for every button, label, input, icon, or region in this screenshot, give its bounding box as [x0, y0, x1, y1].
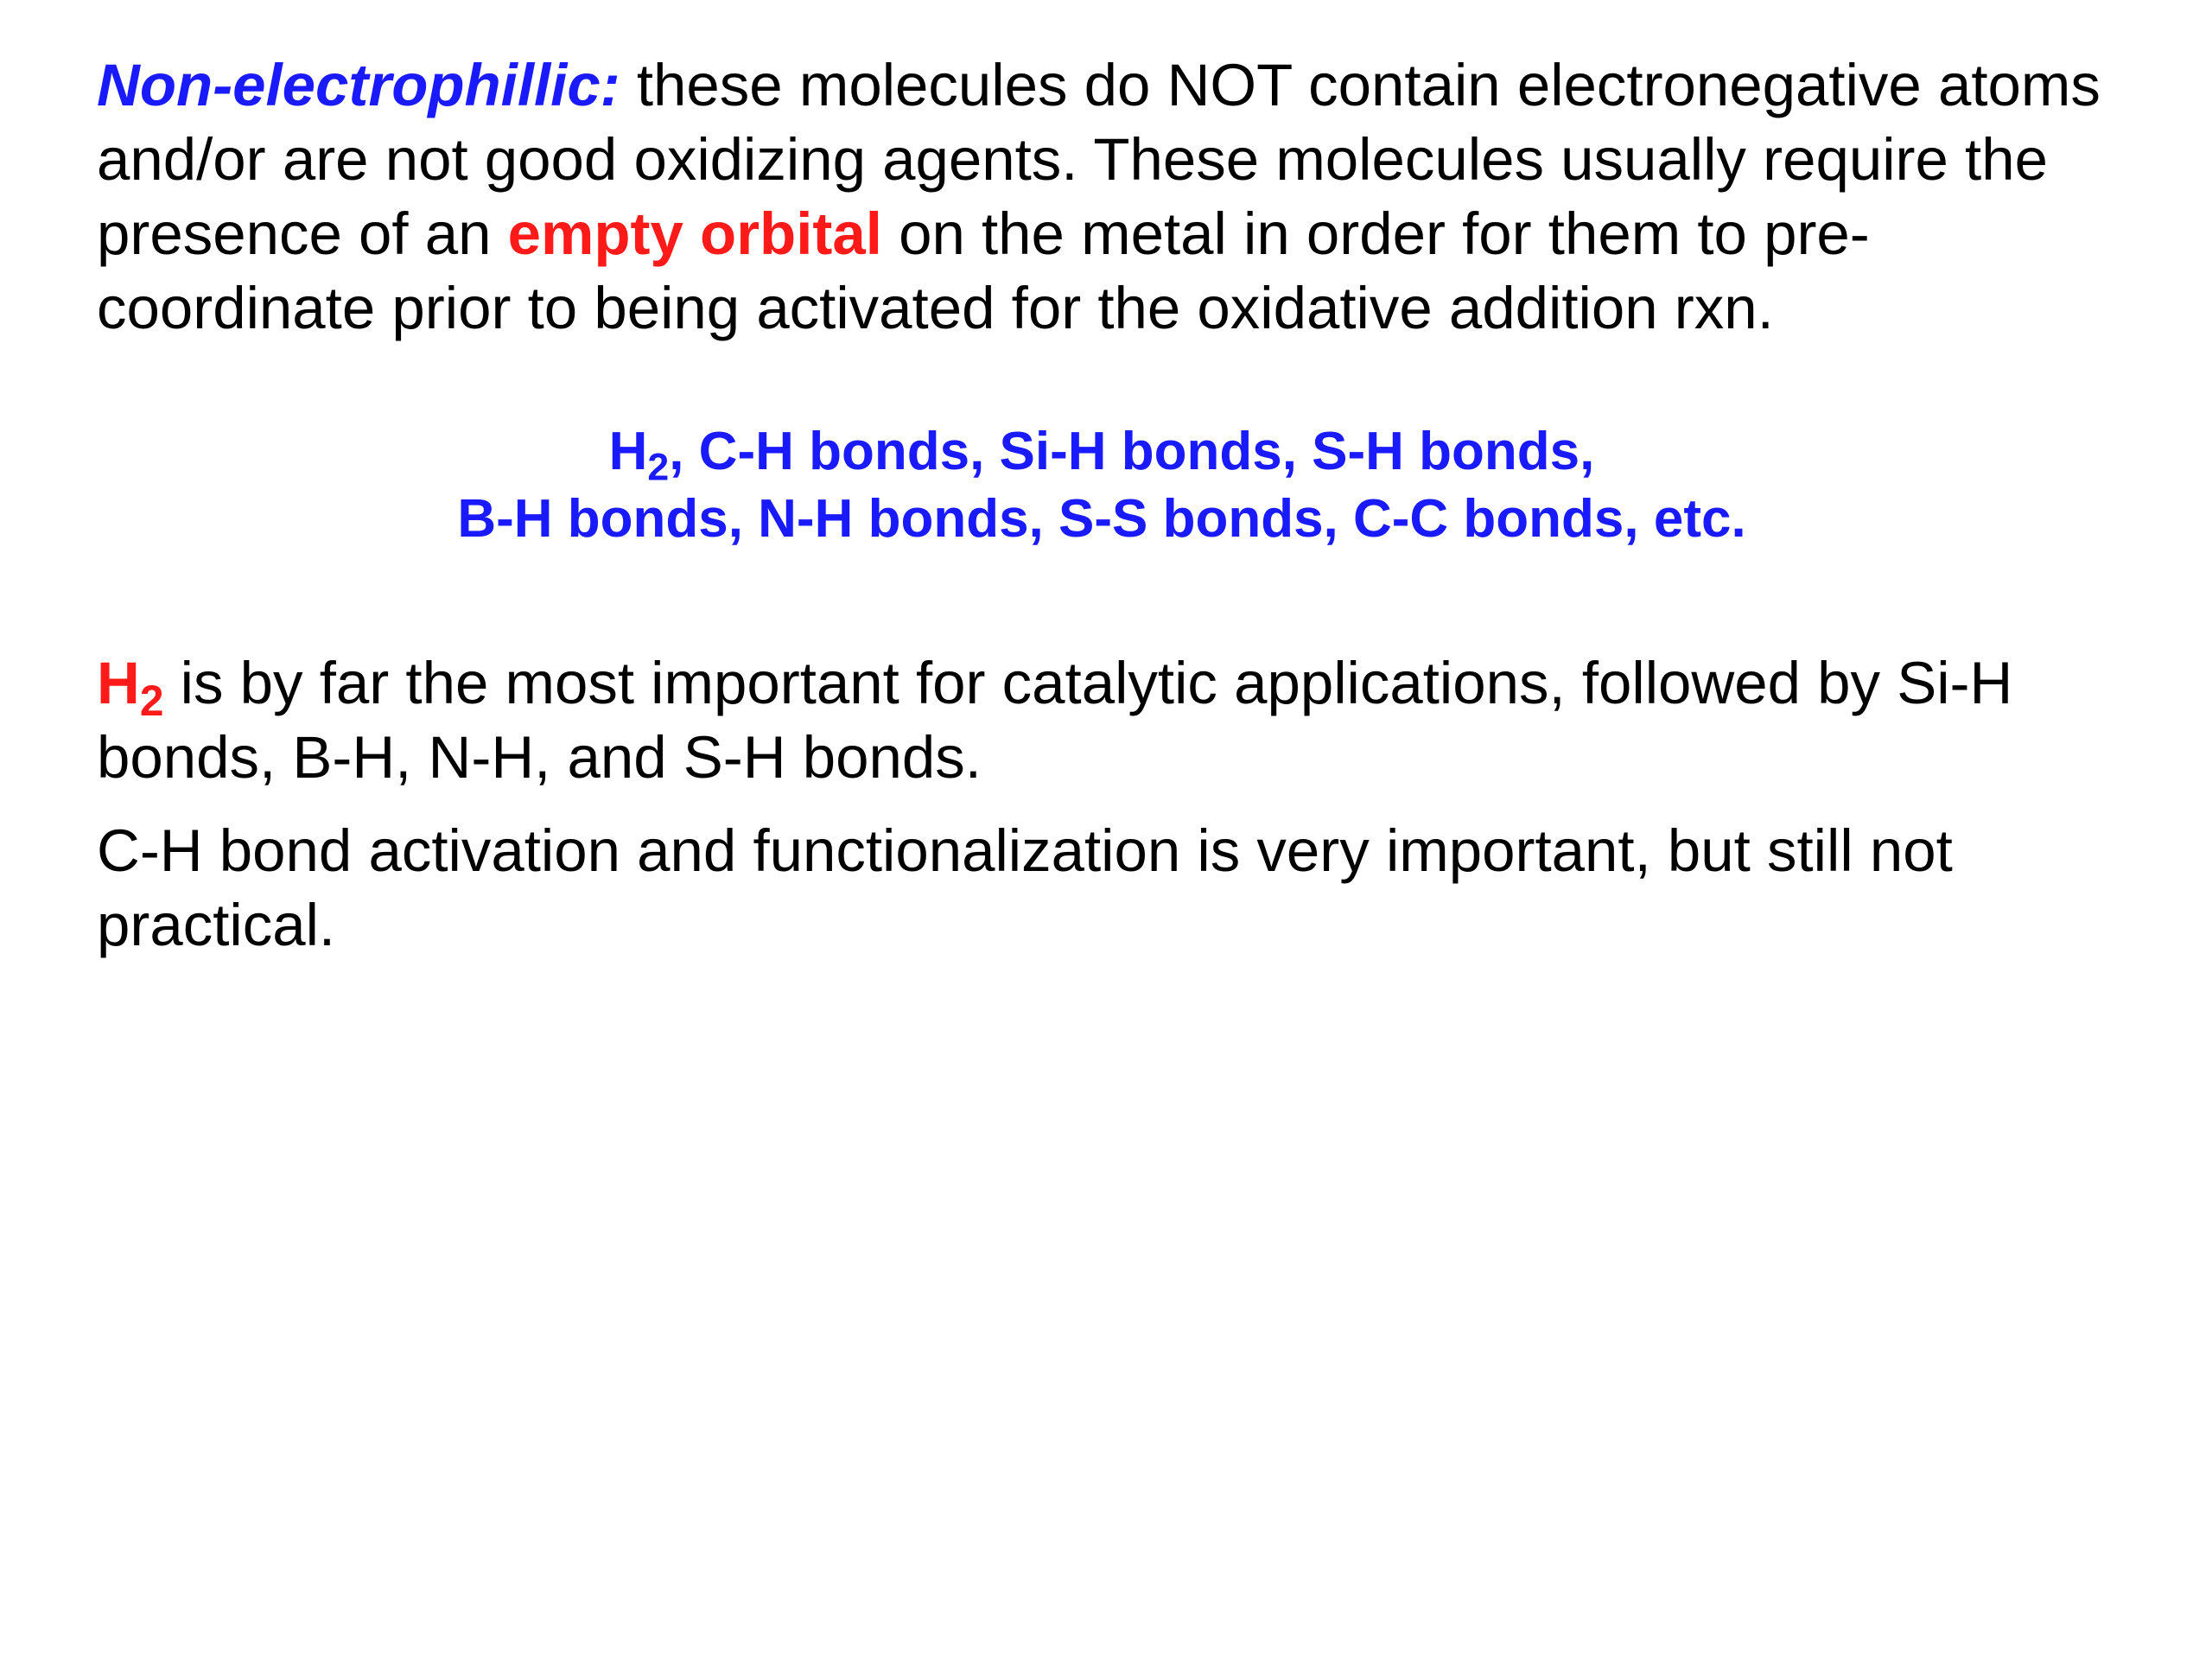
- examples-line-2: B-H bonds, N-H bonds, S-S bonds, C-C bonds, etc.: [457, 489, 1746, 549]
- intro-text-after: on the metal in order for them to pre-coordinate prior to being activated for the oxidative addition rxn.: [97, 200, 1870, 341]
- intro-text-before: these molecules do NOT contain electronegative atoms and/or are not good oxidizing agents. These molecules usually require the presence of an: [97, 52, 2101, 267]
- h2-paragraph: [97, 646, 2136, 795]
- intro-paragraph: [97, 48, 2136, 346]
- h2-highlight-subscript: 2: [139, 676, 164, 725]
- h2-paragraph-text: is by far the most important for catalytic applications, followed by Si-H bonds, B-H, N-H, and S-H bonds.: [97, 650, 2013, 791]
- examples-line-1-rest: , C-H bonds, Si-H bonds, S-H bonds,: [669, 422, 1595, 481]
- ch-activation-paragraph: C-H bond activation and functionalization is very important, but still not practical.: [97, 817, 1953, 958]
- examples-line-1: [0, 418, 2208, 489]
- h2-highlight-symbol: H: [97, 650, 140, 716]
- examples-h2-subscript: 2: [647, 446, 670, 489]
- empty-orbital-highlight: empty orbital: [507, 200, 882, 267]
- examples-list: [0, 418, 2212, 553]
- examples-h2-symbol: H: [608, 422, 648, 481]
- h2-highlight: [97, 650, 164, 725]
- term-non-electrophilic: Non-electrophillic:: [97, 52, 620, 118]
